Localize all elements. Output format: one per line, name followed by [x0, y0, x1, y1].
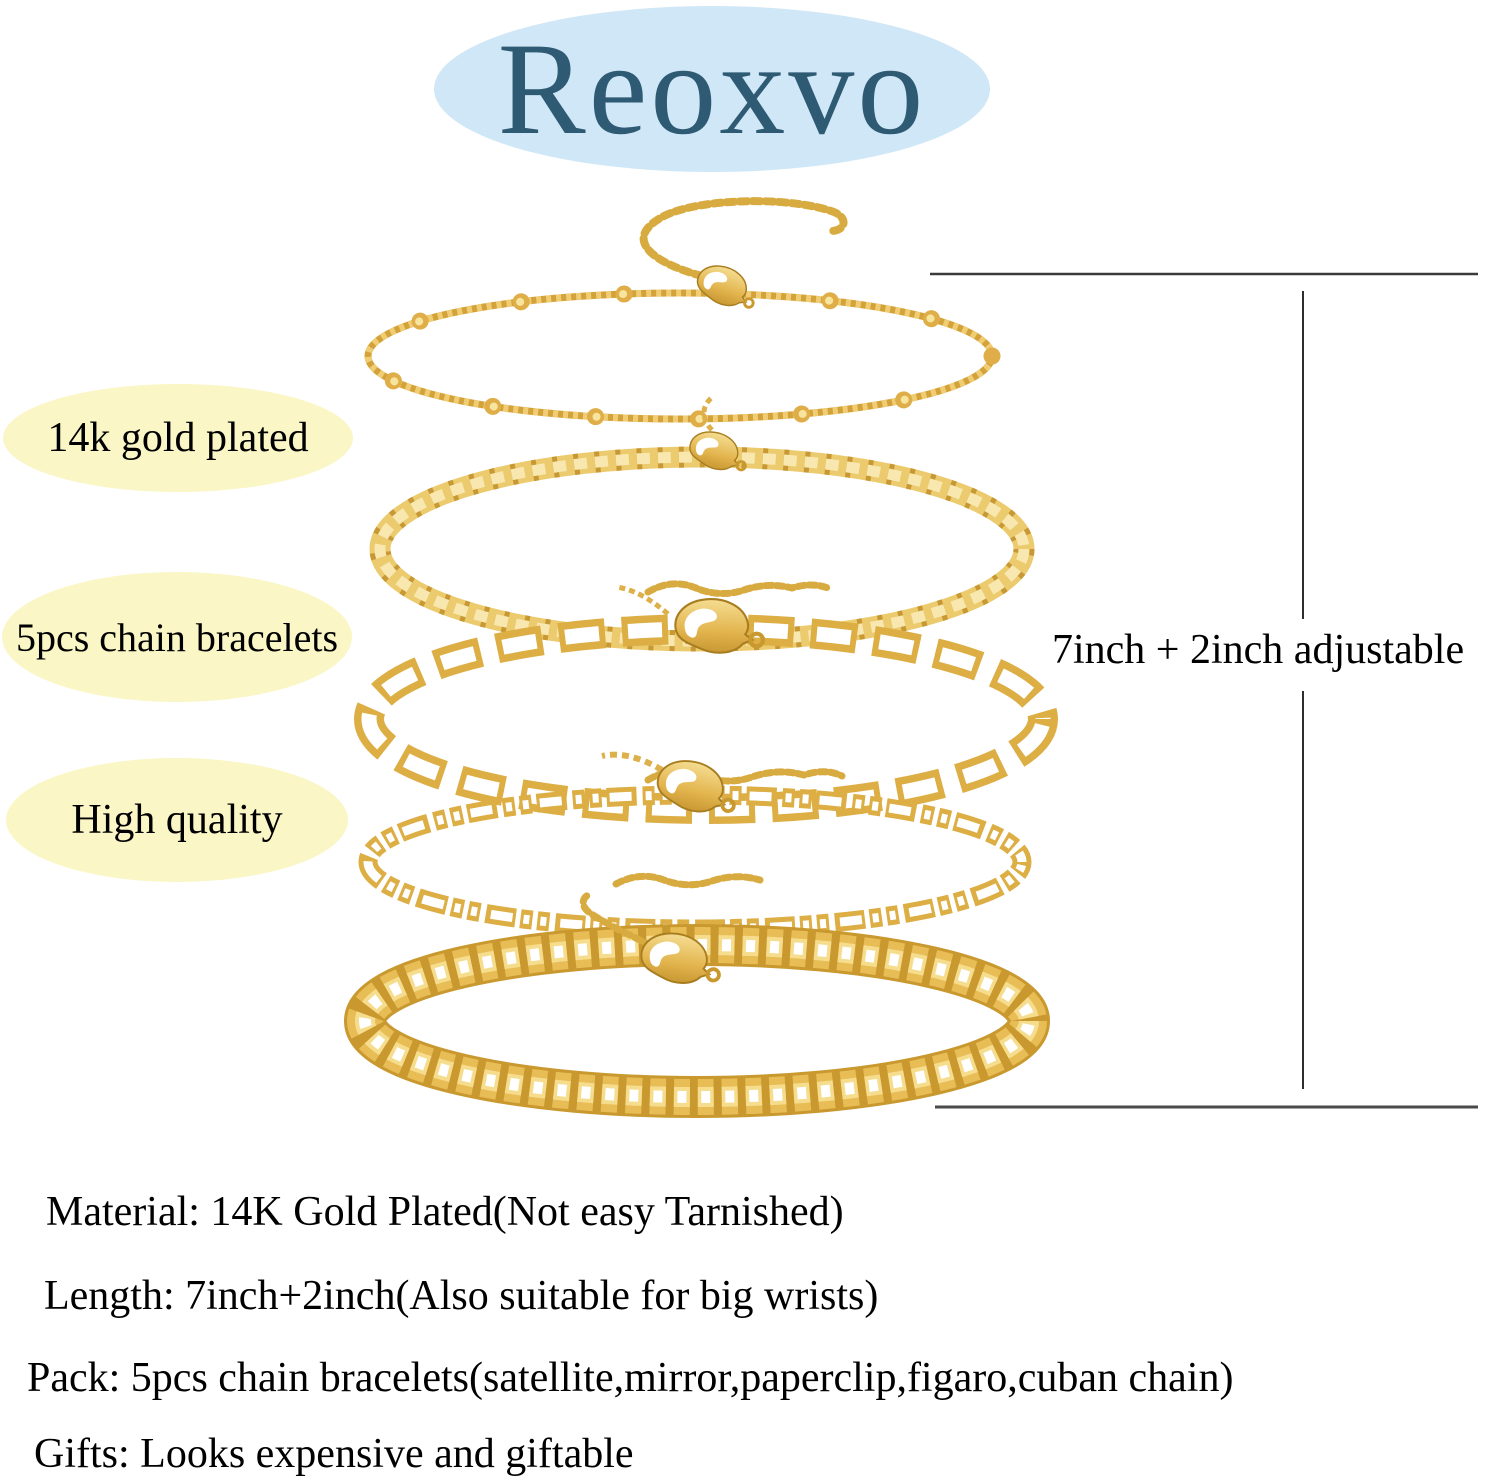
- badge-high-quality: [6, 758, 348, 882]
- detail-length: Length: 7inch+2inch(Also suitable for big wrists): [44, 1273, 879, 1319]
- lobster-clasp-icon: [693, 260, 762, 313]
- badge-5pcs: [2, 572, 352, 702]
- brand-name: Reoxvo: [497, 15, 927, 162]
- badge-label: 5pcs chain bracelets: [15, 614, 339, 660]
- badge-label: 14k gold plated: [47, 415, 309, 461]
- extender-chain: [602, 755, 662, 770]
- bracelet-cuban: [365, 894, 1029, 1097]
- detail-material: Material: 14K Gold Plated(Not easy Tarnished): [46, 1189, 844, 1235]
- extender-chain: [644, 201, 844, 276]
- extender-chain: [648, 584, 828, 594]
- brand-oval: [434, 6, 990, 172]
- bracelet-satellite: [368, 201, 992, 419]
- extender-chain: [704, 396, 714, 430]
- badge-gold-plated: [3, 384, 353, 492]
- measurement-label: 7inch + 2inch adjustable: [1052, 627, 1465, 673]
- extender-chain: [616, 587, 668, 614]
- badge-label: High quality: [71, 797, 283, 843]
- detail-gifts: Gifts: Looks expensive and giftable: [34, 1431, 634, 1477]
- detail-pack: Pack: 5pcs chain bracelets(satellite,mirror,paperclip,figaro,cuban chain): [27, 1355, 1234, 1401]
- extender-chain: [616, 876, 760, 884]
